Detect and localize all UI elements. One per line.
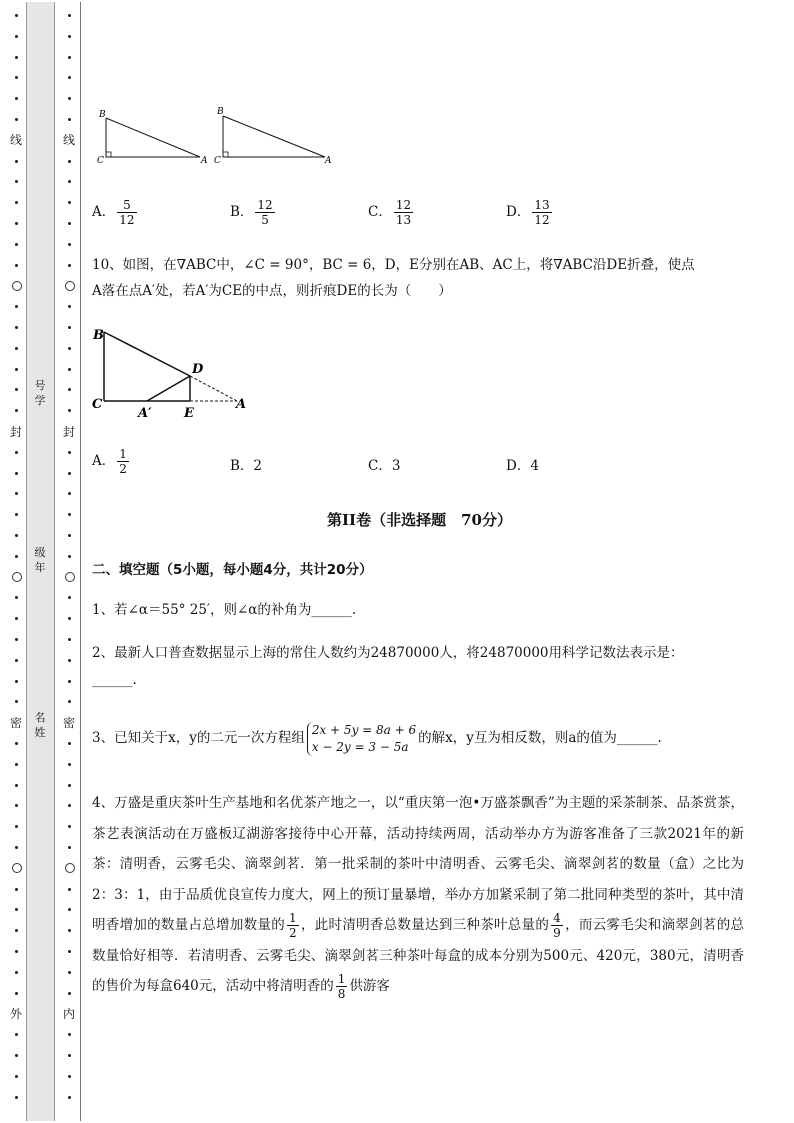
- binding-dot: [68, 492, 71, 495]
- q10-label-a: A: [236, 397, 247, 412]
- binding-dot: [68, 118, 71, 121]
- q10-option-d: D．4: [506, 458, 539, 474]
- binding-dot: [15, 617, 18, 620]
- binding-left-label-2: 封: [9, 425, 22, 439]
- section-2-title: 第II卷（非选择题 70分）: [327, 511, 512, 529]
- binding-margin: [0, 0, 90, 1123]
- q9-label-b1: B: [99, 110, 106, 120]
- binding-dot: [15, 825, 18, 828]
- binding-dot: [15, 888, 18, 891]
- binding-dot: [68, 56, 71, 59]
- q10-option-b: B．2: [230, 458, 263, 474]
- binding-dot: [15, 1033, 18, 1036]
- binding-circle: [65, 281, 75, 291]
- binding-dot: [68, 388, 71, 391]
- binding-right-label-2: 封: [62, 425, 75, 439]
- binding-dot: [68, 326, 71, 329]
- binding-circle: [12, 572, 22, 582]
- frac-den: 8: [337, 987, 346, 1001]
- binding-dot: [68, 992, 71, 995]
- binding-dot: [68, 347, 71, 350]
- binding-dot: [15, 409, 18, 412]
- fill-q4: [92, 788, 744, 1002]
- binding-dot: [68, 305, 71, 308]
- fill-q2-line-2: ______.: [92, 672, 137, 688]
- equation-system: [307, 722, 416, 756]
- option-letter: A．: [92, 453, 116, 469]
- binding-dot: [15, 534, 18, 537]
- q10-label-a-prime: A′: [138, 406, 152, 421]
- q10-line-2: A落在点A′处，若A′为CE的中点，则折痕DE的长为（ ）: [92, 283, 452, 299]
- binding-dot: [68, 1075, 71, 1078]
- binding-dot: [15, 596, 18, 599]
- binding-dot: [15, 97, 18, 100]
- binding-rule: [80, 2, 81, 1121]
- binding-dot: [15, 992, 18, 995]
- binding-dot: [68, 243, 71, 246]
- option-letter: A．: [92, 204, 116, 220]
- q4-text-2: ，此时清明香总数量达到三种茶叶总量的: [300, 917, 550, 933]
- binding-dot: [68, 888, 71, 891]
- q10-line-1: 10、如图，在∇ABC中，∠C = 90°，BC = 6，D，E分别在AB、AC上，将∇ABC沿DE折叠，使点: [92, 257, 695, 273]
- binding-dot: [15, 118, 18, 121]
- binding-dot: [68, 555, 71, 558]
- student-id-field: 号学: [34, 379, 46, 407]
- binding-dot: [68, 971, 71, 974]
- binding-dot: [15, 804, 18, 807]
- binding-dot: [68, 700, 71, 703]
- binding-left-label-3: 密: [9, 716, 22, 730]
- binding-dot: [68, 1054, 71, 1057]
- binding-dot: [68, 76, 71, 79]
- frac-num: 12: [257, 198, 273, 212]
- binding-circle: [65, 863, 75, 873]
- binding-dot: [15, 1054, 18, 1057]
- binding-dot: [68, 1033, 71, 1036]
- binding-dot: [15, 201, 18, 204]
- binding-dot: [15, 305, 18, 308]
- binding-left-label-1: 线: [9, 133, 22, 147]
- binding-dot: [15, 846, 18, 849]
- binding-dot: [68, 596, 71, 599]
- binding-dot: [15, 451, 18, 454]
- q9-label-c2: C: [214, 156, 221, 166]
- frac-den: 12: [534, 213, 550, 227]
- frac-num: 4: [553, 911, 561, 925]
- q9-label-a2: A: [325, 156, 332, 166]
- binding-dot: [15, 14, 18, 17]
- binding-dot: [68, 35, 71, 38]
- frac-num: 13: [534, 198, 550, 212]
- frac-den: 13: [395, 213, 412, 227]
- q10-label-c: C: [92, 397, 103, 412]
- q10-option-a: [92, 447, 131, 476]
- frac-num: 1: [119, 447, 127, 461]
- binding-dot: [15, 950, 18, 953]
- binding-dot: [68, 513, 71, 516]
- frac-num: 5: [117, 198, 136, 213]
- frac-den: 5: [261, 213, 269, 227]
- q3-prefix: 3、已知关于x，y的二元一次方程组: [92, 730, 305, 746]
- q10-label-d: D: [192, 362, 204, 377]
- binding-dot: [15, 472, 18, 475]
- binding-dot: [15, 180, 18, 183]
- binding-dot: [15, 638, 18, 641]
- fill-q2-line-1: 2、最新人口普查数据显示上海的常住人数约为24870000人，将24870000用科学记数法表示是：: [92, 645, 684, 661]
- binding-dot: [68, 680, 71, 683]
- binding-dot: [15, 347, 18, 350]
- q10-option-c: C．3: [368, 458, 401, 474]
- q9-label-b2: B: [217, 107, 224, 117]
- binding-dot: [15, 784, 18, 787]
- binding-dot: [15, 368, 18, 371]
- binding-dot: [15, 659, 18, 662]
- frac-den: 2: [289, 926, 297, 940]
- frac-den: 2: [119, 462, 127, 476]
- binding-dot: [68, 659, 71, 662]
- q9-option-a: [92, 198, 139, 227]
- fill-q1: 1、若∠α＝55° 25′，则∠α的补角为______.: [92, 602, 357, 618]
- q4-text-4: 供游客: [349, 978, 390, 994]
- frac-den: 9: [553, 926, 561, 940]
- binding-circle: [12, 281, 22, 291]
- name-field: 名姓: [34, 711, 46, 739]
- binding-dot: [15, 76, 18, 79]
- binding-dot: [15, 160, 18, 163]
- option-letter: D．: [506, 204, 531, 220]
- binding-dot: [15, 388, 18, 391]
- q9-label-a1: A: [201, 156, 208, 166]
- binding-dot: [15, 35, 18, 38]
- binding-dot: [15, 742, 18, 745]
- grade-field: 级年: [34, 546, 46, 574]
- binding-dot: [68, 908, 71, 911]
- binding-dot: [15, 264, 18, 267]
- binding-right-label-4: 内: [62, 1007, 75, 1021]
- binding-dot: [15, 929, 18, 932]
- binding-dot: [68, 617, 71, 620]
- binding-dot: [15, 680, 18, 683]
- q9-option-c: [368, 198, 415, 227]
- binding-dot: [68, 784, 71, 787]
- q10-figure: [92, 320, 262, 422]
- binding-dot: [68, 825, 71, 828]
- equation-2: x − 2y = 3 − 5a: [311, 739, 409, 754]
- binding-dot: [68, 472, 71, 475]
- binding-dot: [68, 950, 71, 953]
- q9-label-c1: C: [97, 156, 104, 166]
- binding-dot: [68, 222, 71, 225]
- binding-dot: [15, 326, 18, 329]
- binding-right-label-3: 密: [62, 716, 75, 730]
- binding-dot: [68, 451, 71, 454]
- binding-right-label-1: 线: [62, 133, 75, 147]
- binding-dot: [15, 700, 18, 703]
- binding-dot: [15, 492, 18, 495]
- equation-1: 2x + 5y = 8a + 6: [311, 722, 417, 737]
- fill-in-header: 二、填空题（5小题，每小题4分，共计20分）: [92, 562, 373, 578]
- binding-dot: [68, 368, 71, 371]
- binding-dot: [68, 409, 71, 412]
- binding-dot: [15, 222, 18, 225]
- frac-num: 1: [289, 911, 297, 925]
- binding-dot: [15, 1075, 18, 1078]
- binding-dot: [15, 56, 18, 59]
- option-letter: C．: [368, 204, 392, 220]
- binding-left-label-4: 外: [9, 1007, 22, 1021]
- binding-dot: [68, 638, 71, 641]
- binding-dot: [68, 180, 71, 183]
- q3-suffix: 的解x，y互为相反数，则a的值为______.: [418, 730, 662, 746]
- q9-figure: [92, 104, 352, 168]
- q4-text-3: ，而云雾毛尖和滴翠剑茗的总数量恰好相等．若清明香、云雾毛尖、滴翠剑茗三种茶叶每盒的成本分别为500元、420元，380元，清明香的售价为每盒640元，活动中将清明香的: [92, 917, 745, 994]
- binding-dot: [15, 908, 18, 911]
- binding-dot: [68, 846, 71, 849]
- binding-dot: [68, 534, 71, 537]
- binding-dot: [68, 1096, 71, 1099]
- binding-dot: [68, 929, 71, 932]
- binding-dot: [68, 97, 71, 100]
- q9-option-d: [506, 198, 554, 227]
- binding-dot: [68, 14, 71, 17]
- option-letter: B．: [230, 204, 254, 220]
- q9-option-b: [230, 198, 277, 227]
- q10-label-b: B: [93, 328, 104, 343]
- binding-circle: [65, 572, 75, 582]
- binding-dot: [15, 513, 18, 516]
- frac-den: 12: [119, 213, 135, 227]
- frac-num: 1: [337, 972, 346, 986]
- binding-dot: [15, 1096, 18, 1099]
- binding-dot: [15, 763, 18, 766]
- q10-label-e: E: [184, 406, 194, 421]
- fill-q3: [92, 717, 747, 759]
- binding-dot: [15, 243, 18, 246]
- binding-dot: [68, 201, 71, 204]
- binding-dot: [15, 971, 18, 974]
- binding-dot: [68, 742, 71, 745]
- frac-num: 12: [395, 198, 412, 212]
- binding-dot: [68, 264, 71, 267]
- binding-dot: [15, 555, 18, 558]
- q4-text-1: 4、万盛是重庆茶叶生产基地和名优茶产地之一，以“重庆第一泡•万盛茶飘香”为主题的采茶制茶、品茶赏茶，茶艺表演活动在万盛板辽湖游客接待中心开幕，活动持续两周，活动举办方为游客准备了三款2021年的新茶：清明香，云雾毛尖、滴翠剑茗．第一批采制的茶叶中清明香、云雾毛尖、滴翠剑茗的数量（盒）之比为2：3：1，由于品质优良宣传力度大，网上的预订量暴增，举办方加紧采制了第二批同种类型的茶叶，其中清明香增加的数量占总增加数量的: [92, 795, 744, 933]
- binding-dot: [68, 763, 71, 766]
- binding-dot: [68, 160, 71, 163]
- binding-circle: [12, 863, 22, 873]
- binding-dot: [68, 804, 71, 807]
